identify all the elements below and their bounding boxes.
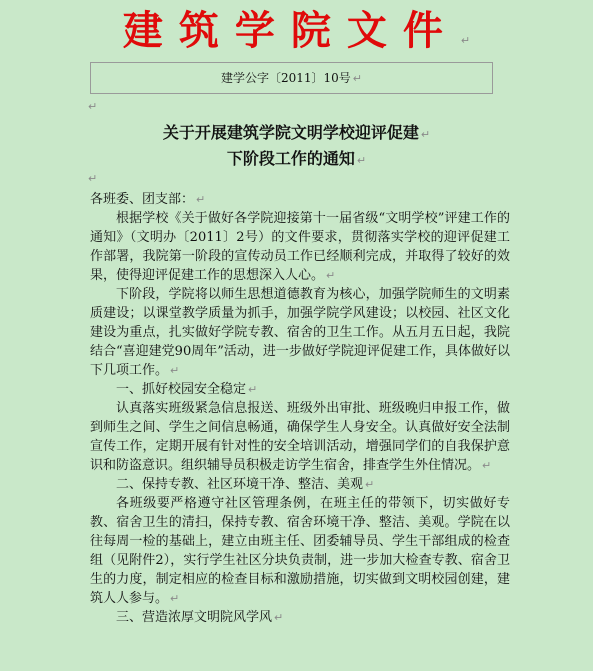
paragraph-mark-icon: ↵ [365, 478, 375, 491]
paragraph-mark-icon: ↵ [248, 383, 258, 396]
document-number: 建学公字〔2011〕10号 [220, 71, 351, 85]
header-title: 建筑学院文件 [122, 7, 459, 54]
paragraph-mark-icon: ↵ [420, 128, 431, 141]
notice-title-line-2: 下阶段工作的通知 ↵ [226, 149, 367, 168]
section-heading: 三、营造浓厚文明院风学风 ↵ [116, 610, 284, 625]
notice-title-line-1: 关于开展建筑学院文明学校迎评促建 ↵ [162, 123, 431, 142]
body-paragraph: 认真落实班级紧急信息报送、班级外出审批、班级晚归申报工作，做到师生之间、学生之间信息畅通，确保学生人身安全。认真做好安全法制宣传工作，定期开展有针对性的安全培训活动，增强同学们的自我保护意识和防盗意识。组织辅导员积极走访学生宿舍，排查学生外住情况。 ↵ [90, 401, 510, 473]
salutation: 各班委、团支部： ↵ [90, 192, 206, 207]
document-number-box [90, 62, 493, 94]
paragraph-mark-icon: ↵ [88, 100, 98, 113]
paragraph-mark-icon: ↵ [274, 611, 284, 624]
section-heading: 二、保持专教、社区环境干净、整洁、美观 ↵ [116, 477, 375, 492]
paragraph-mark-icon: ↵ [482, 459, 492, 472]
paragraph-mark-icon: ↵ [356, 154, 367, 167]
body-paragraph: 根据学校《关于做好各学院迎接第十一届省级“文明学校”评建工作的通知》（文明办〔2011〕2号）的文件要求，贯彻落实学校的迎评促建工作部署，我院第一阶段的宣传动员工作已经顺利完成，并取得了较好的效果，使得迎评促建工作的思想深入人心。 ↵ [90, 211, 510, 283]
paragraph-mark-icon: ↵ [88, 172, 98, 185]
section-heading: 一、抓好校园安全稳定 ↵ [116, 382, 258, 397]
document-header [0, 6, 593, 66]
paragraph-mark-icon: ↵ [326, 269, 336, 282]
notice-body [90, 190, 510, 627]
paragraph-mark-icon: ↵ [170, 592, 180, 605]
paragraph-mark-icon: ↵ [352, 72, 363, 85]
paragraph-mark-icon: ↵ [170, 364, 180, 377]
paragraph-mark-icon: ↵ [460, 34, 471, 47]
paragraph-mark-icon: ↵ [196, 193, 206, 206]
body-paragraph: 下阶段，学院将以师生思想道德教育为核心，加强学院师生的文明素质建设；以课堂教学质量为抓手，加强学院学风建设；以校园、社区文化建设为重点，扎实做好学院专教、宿舍的卫生工作。从五月五日起，我院结合“喜迎建党90周年”活动，进一步做好学院迎评促建工作，具体做好以下几项工作。 ↵ [90, 287, 510, 378]
body-paragraph: 各班级要严格遵守社区管理条例，在班主任的带领下，切实做好专教、宿舍卫生的清扫，保持专教、宿舍环境干净、整洁、美观。学院在以往每周一检的基础上，建立由班主任、团委辅导员、学生干部组成的检查组（见附件2），实行学生社区分块负责制，进一步加大检查专教、宿舍卫生的力度，制定相应的检查目标和激励措施，切实做到文明校园创建，建筑人人参与。 ↵ [90, 496, 510, 606]
